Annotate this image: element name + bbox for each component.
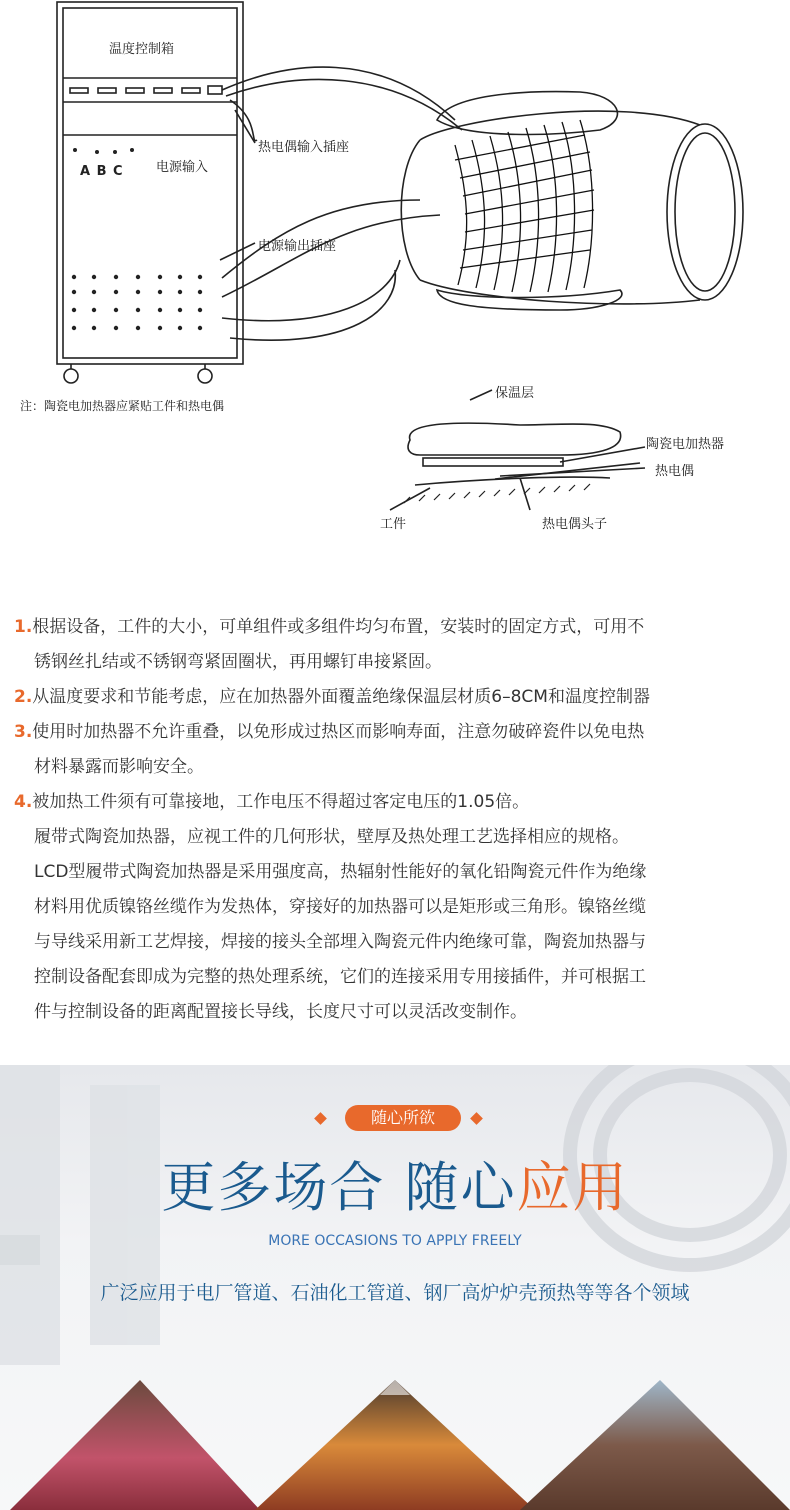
note-item-1: 1.根据设备，工件的大小，可单组件或多组件均匀布置，安装时的固定方式，可用不 锈钢丝扎结或不锈钢弯紧固圈状，再用螺钉串接紧固。 — [14, 617, 645, 672]
workpiece-label: 工件 — [380, 517, 407, 532]
description-line: 材料用优质镍铬丝缆作为发热体，穿接好的加热器可以是矩形或三角形。镍铬丝缆 — [34, 897, 646, 917]
application-photo-3 — [520, 1380, 790, 1510]
installation-diagram — [0, 0, 790, 560]
ceramic-heater-grid — [455, 120, 594, 292]
application-photo-1 — [10, 1380, 260, 1510]
pipe-end — [667, 124, 743, 300]
pipe-top — [420, 111, 700, 140]
description-line: 与导线采用新工艺焊接，焊接的接头全部埋入陶瓷元件内绝缘可靠，陶瓷加热器与 — [34, 932, 646, 952]
abc-phase-label: A B C — [80, 164, 124, 179]
headline-highlight: 应用 — [516, 1156, 629, 1219]
description-line: 履带式陶瓷加热器，应视工件的几何形状，壁厚及热处理工艺选择相应的规格。 — [34, 827, 629, 847]
installation-notes — [14, 610, 782, 1030]
diagram-note: 注：陶瓷电加热器应紧贴工件和热电偶 — [20, 399, 225, 413]
applications-banner — [0, 1065, 790, 1510]
control-box-label: 温度控制箱 — [109, 42, 175, 57]
section-tag: 随心所欲 — [345, 1105, 461, 1131]
banner-subtitle-en: MORE OCCASIONS TO APPLY FREELY — [268, 1233, 522, 1249]
description-line: 控制设备配套即成为完整的热处理系统，它们的连接采用专用接插件，并可根据工 — [34, 967, 646, 987]
description-line: LCD型履带式陶瓷加热器是采用强度高，热辐射性能好的氧化铅陶瓷元件作为绝缘 — [34, 862, 647, 882]
pipe-bottom — [420, 280, 700, 304]
insulation-section — [408, 423, 621, 455]
note-item-3: 3.使用时加热器不允许重叠，以免形成过热区而影响寿面，注意勿破碎瓷件以免电热 材料暴露而影响安全。 — [14, 722, 645, 777]
note-item-2: 2.从温度要求和节能考虑，应在加热器外面覆盖绝缘保温层材质6–8CM和温度控制器 — [14, 687, 650, 707]
banner-headline: 更多场合 随心应用 — [161, 1156, 629, 1219]
note-item-4: 4.被加热工件须有可靠接地，工作电压不得超过客定电压的1.05倍。 — [14, 792, 530, 812]
description-line: 件与控制设备的距离配置接长导线，长度尺寸可以灵活改变制作。 — [34, 1002, 527, 1022]
banner-subtitle-cn: 广泛应用于电厂管道、石油化工管道、钢厂高炉炉壳预热等等各个领域 — [100, 1282, 690, 1304]
power-input-label: 电源输入 — [156, 160, 209, 175]
thermocouple-label: 热电偶 — [655, 464, 695, 479]
power-output-socket-label: 电源输出插座 — [258, 239, 337, 254]
application-photo-2 — [255, 1380, 535, 1510]
ceramic-heater-label: 陶瓷电加热器 — [646, 437, 725, 452]
thermocouple-socket-label: 热电偶输入插座 — [258, 140, 350, 155]
heater-section — [423, 458, 563, 466]
insulation-layer-label: 保温层 — [495, 386, 535, 401]
thermocouple-head-label: 热电偶头子 — [542, 517, 608, 532]
